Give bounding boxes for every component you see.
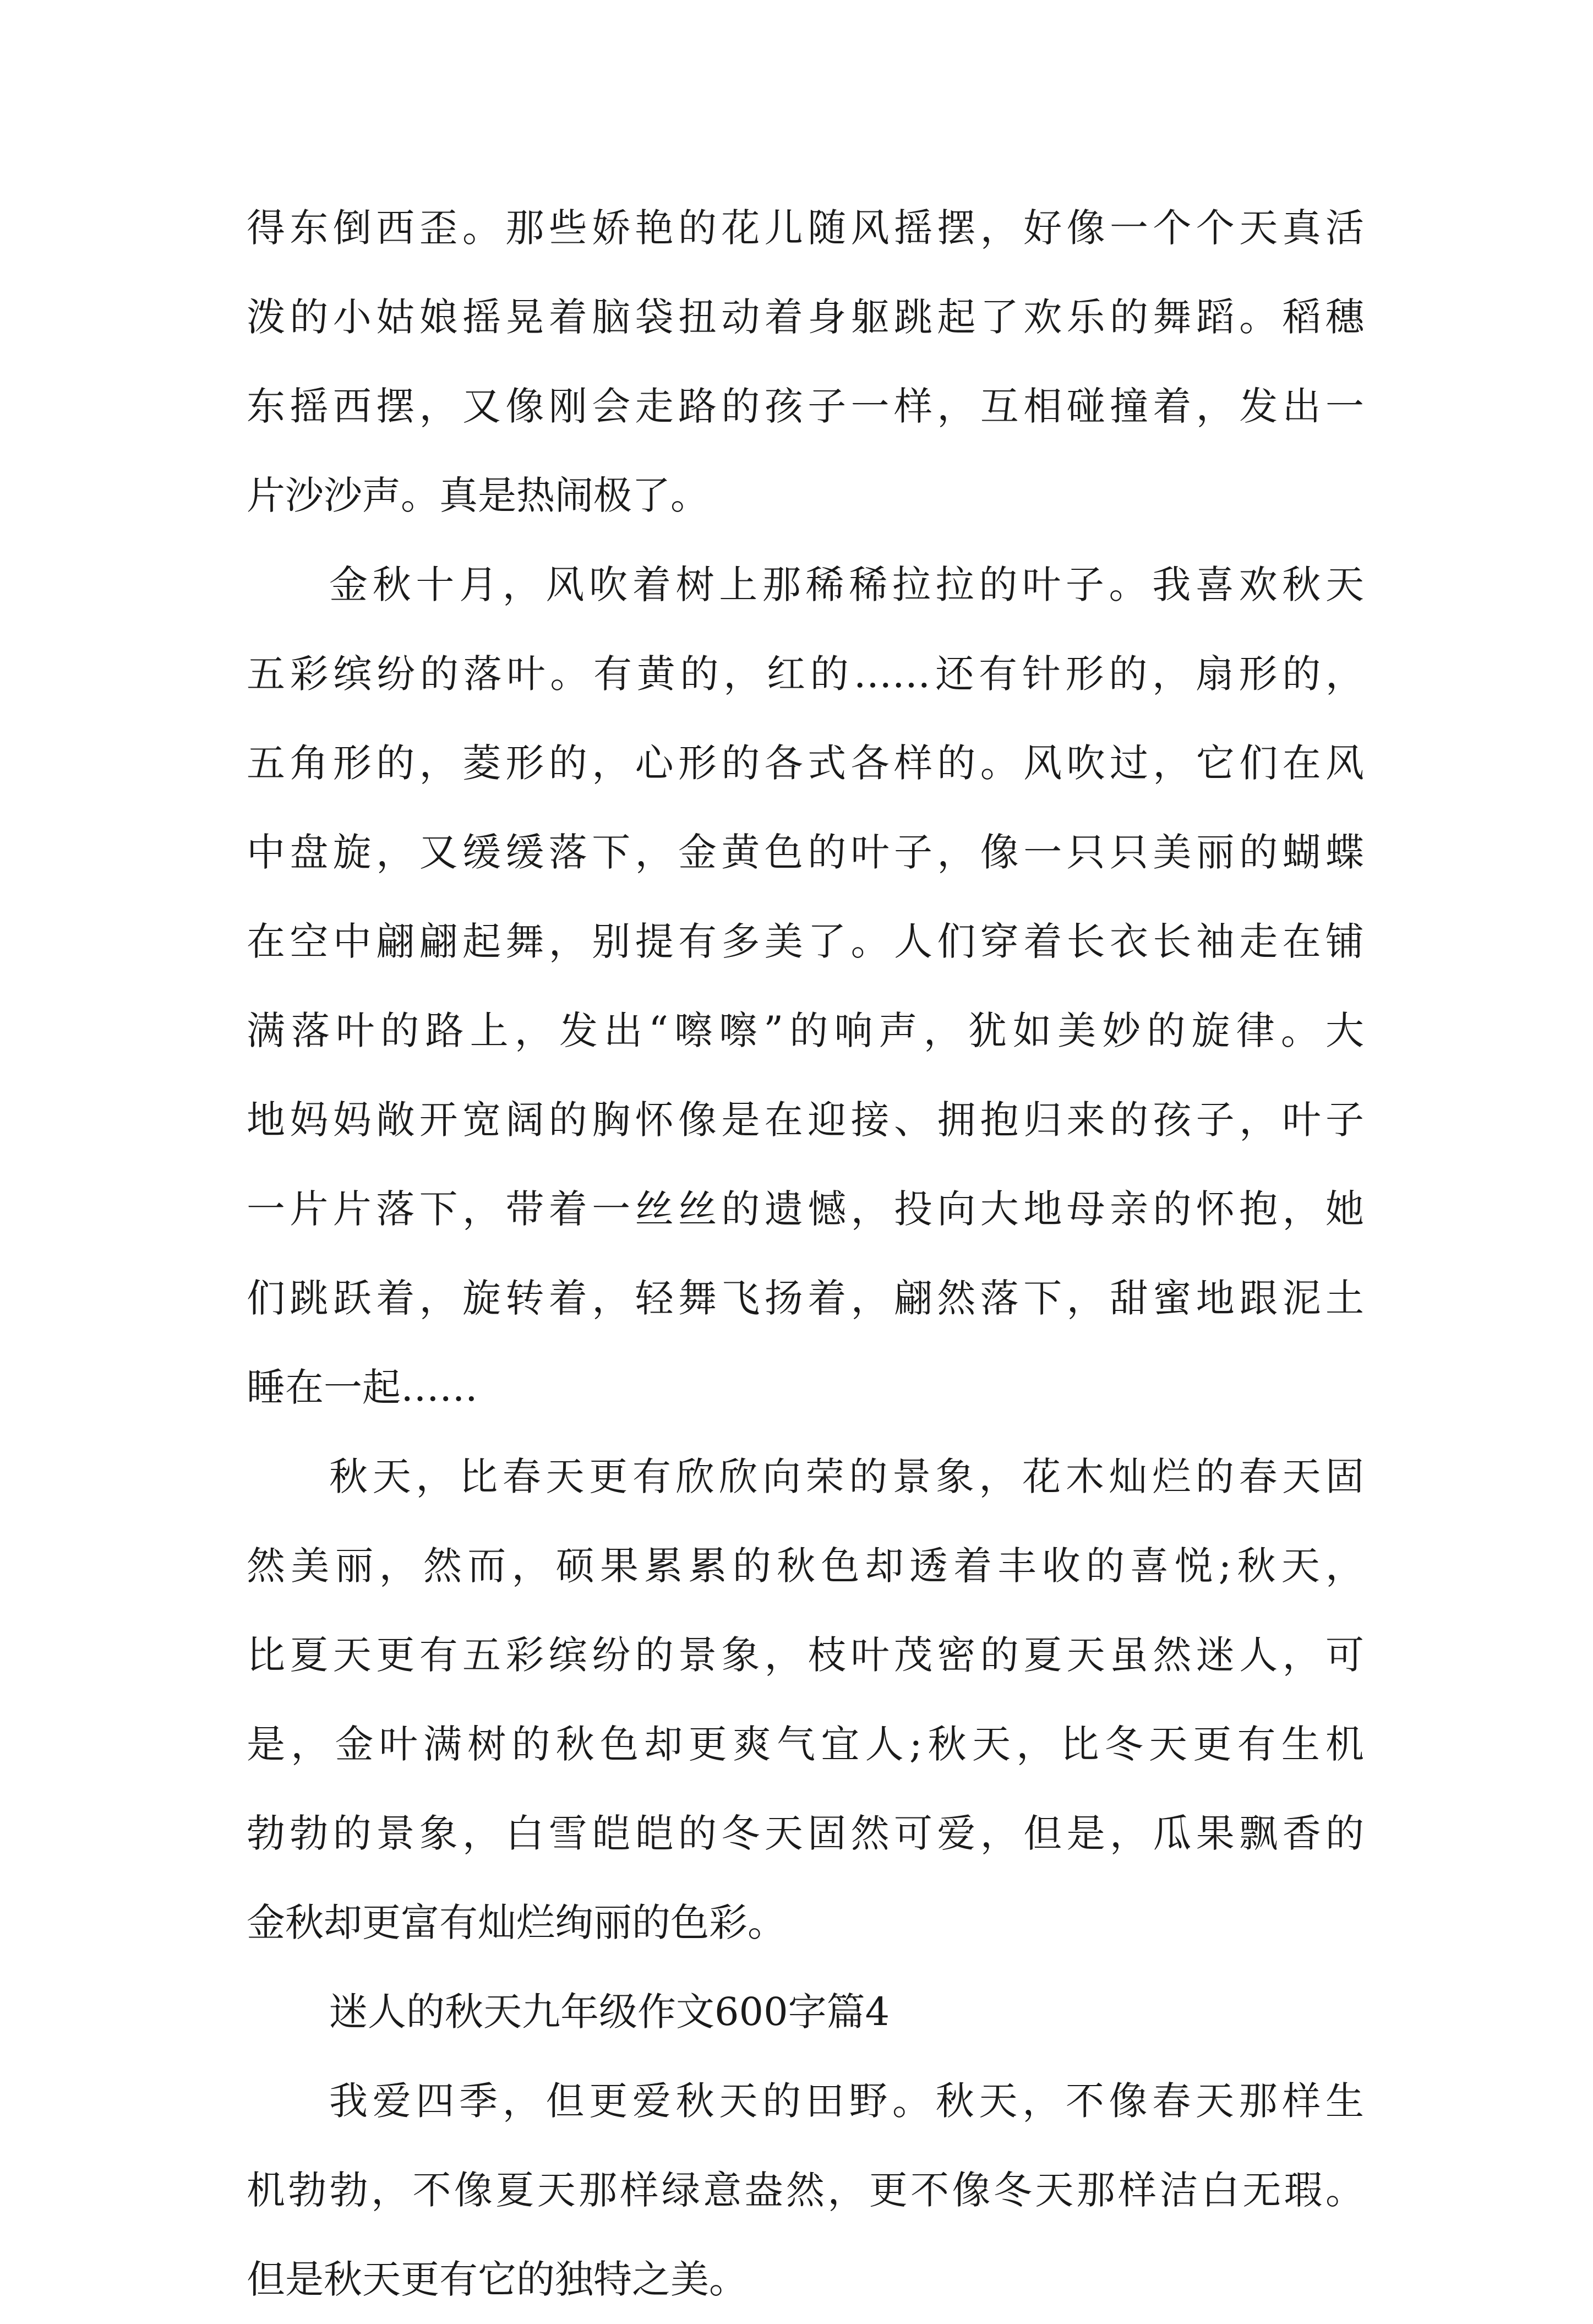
text-line: 但是秋天更有它的独特之美。 <box>247 2257 748 2302</box>
text-line: 片沙沙声。真是热闹极了。 <box>247 473 709 518</box>
text-line: 金秋十月，风吹着树上那稀稀拉拉的叶子。我喜欢秋天 <box>329 562 1364 607</box>
text-line: 金秋却更富有灿烂绚丽的色彩。 <box>247 1900 786 1945</box>
text-line: 在空中翩翩起舞，别提有多美了。人们穿着长衣长袖走在铺 <box>247 919 1364 964</box>
text-line: 五彩缤纷的落叶。有黄的，红的……还有针形的，扇形的， <box>247 651 1364 696</box>
document-body <box>247 183 1364 2324</box>
paragraph <box>247 540 1364 1432</box>
text-line: 睡在一起…… <box>247 1365 478 1410</box>
text-line: 满落叶的路上，发出“嚓嚓”的响声，犹如美妙的旋律。大 <box>247 1008 1364 1053</box>
text-line: 我爱四季，但更爱秋天的田野。秋天，不像春天那样生 <box>329 2078 1364 2124</box>
text-line: 然美丽，然而，硕果累累的秋色却透着丰收的喜悦;秋天， <box>247 1543 1364 1588</box>
text-line: 秋天，比春天更有欣欣向荣的景象，花木灿烂的春天固 <box>329 1454 1364 1499</box>
text-line: 机勃勃，不像夏天那样绿意盎然，更不像冬天那样洁白无瑕。 <box>247 2168 1364 2213</box>
text-line: 们跳跃着，旋转着，轻舞飞扬着，翩然落下，甜蜜地跟泥土 <box>247 1276 1364 1321</box>
text-line: 勃勃的景象，白雪皑皑的冬天固然可爱，但是，瓜果飘香的 <box>247 1811 1364 1856</box>
text-line: 是，金叶满树的秋色却更爽气宜人;秋天，比冬天更有生机 <box>247 1722 1364 1767</box>
text-line: 得东倒西歪。那些娇艳的花儿随风摇摆，好像一个个天真活 <box>247 205 1364 251</box>
paragraph <box>247 183 1364 540</box>
paragraph <box>247 2056 1364 2324</box>
text-line: 五角形的，菱形的，心形的各式各样的。风吹过，它们在风 <box>247 741 1364 786</box>
text-line: 泼的小姑娘摇晃着脑袋扭动着身躯跳起了欢乐的舞蹈。稻穗 <box>247 295 1364 340</box>
text-line: 比夏天更有五彩缤纷的景象，枝叶茂密的夏天虽然迷人，可 <box>247 1632 1364 1678</box>
paragraph <box>247 1432 1364 1967</box>
text-line: 迷人的秋天九年级作文600字篇4 <box>329 1989 890 2034</box>
text-line: 一片片落下，带着一丝丝的遗憾，投向大地母亲的怀抱，她 <box>247 1187 1364 1232</box>
text-line: 中盘旋，又缓缓落下，金黄色的叶子，像一只只美丽的蝴蝶 <box>247 830 1364 875</box>
text-line: 地妈妈敞开宽阔的胸怀像是在迎接、拥抱归来的孩子，叶子 <box>247 1097 1364 1142</box>
text-line: 东摇西摆，又像刚会走路的孩子一样，互相碰撞着，发出一 <box>247 384 1364 429</box>
section-title <box>247 1967 1364 2056</box>
